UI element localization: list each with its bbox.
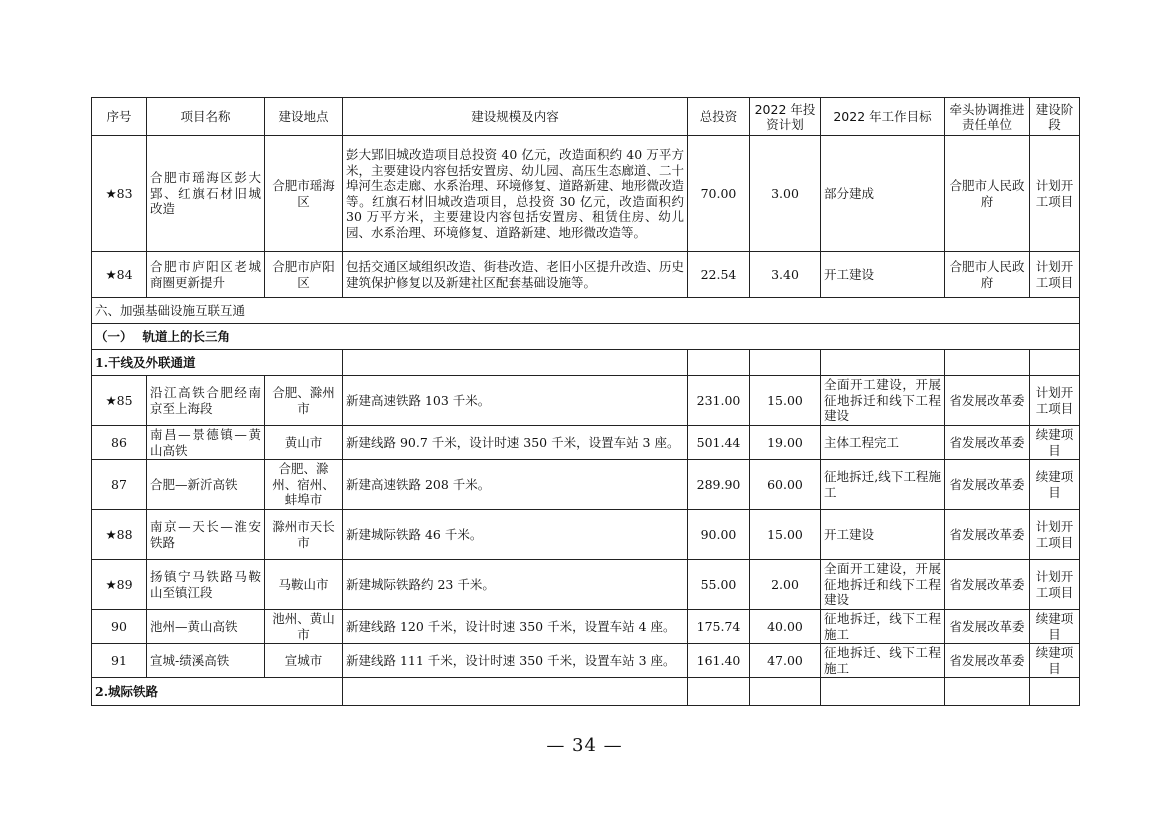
location-cell: 池州、黄山市 [265,610,343,644]
stage-cell: 续建项目 [1030,610,1080,644]
subsection-heading-row [92,324,1080,350]
empty-cell [1030,678,1080,706]
seq-cell: 87 [92,460,147,510]
empty-cell [343,350,688,376]
total-investment-cell: 22.54 [688,252,750,298]
goal-cell: 征地拆迁,线下工程施工 [821,460,945,510]
table-header-row [92,98,1080,136]
project-name-cell: 池州—黄山高铁 [147,610,265,644]
header-scale-content: 建设规模及内容 [343,98,688,136]
plan-2022-cell: 60.00 [750,460,821,510]
plan-2022-cell: 15.00 [750,510,821,560]
location-cell: 黄山市 [265,426,343,460]
total-investment-cell: 231.00 [688,376,750,426]
plan-2022-cell: 2.00 [750,560,821,610]
project-name-cell: 南京—天长—淮安铁路 [147,510,265,560]
total-investment-cell: 289.90 [688,460,750,510]
responsible-unit-cell: 合肥市人民政府 [945,252,1030,298]
empty-cell [945,350,1030,376]
header-total-investment: 总投资 [688,98,750,136]
responsible-unit-cell: 省发展改革委 [945,644,1030,678]
plan-2022-cell: 3.00 [750,136,821,252]
seq-cell: ★85 [92,376,147,426]
location-cell: 合肥、滁州、宿州、蚌埠市 [265,460,343,510]
table-row [92,252,1080,298]
table-row [92,136,1080,252]
project-name-cell: 合肥市庐阳区老城商圈更新提升 [147,252,265,298]
category-heading: 1.干线及外联通道 [92,350,343,376]
plan-2022-cell: 47.00 [750,644,821,678]
content-cell: 新建线路 90.7 千米，设计时速 350 千米，设置车站 3 座。 [343,426,688,460]
responsible-unit-cell: 省发展改革委 [945,560,1030,610]
empty-cell [750,350,821,376]
seq-cell: 86 [92,426,147,460]
empty-cell [688,678,750,706]
empty-cell [688,350,750,376]
header-stage: 建设阶段 [1030,98,1080,136]
location-cell: 宣城市 [265,644,343,678]
header-project-name: 项目名称 [147,98,265,136]
subsection-label: （一） [95,328,133,344]
total-investment-cell: 70.00 [688,136,750,252]
seq-cell: ★84 [92,252,147,298]
table-row [92,376,1080,426]
subsection-heading [92,324,1080,350]
section-heading: 六、加强基础设施互联互通 [92,298,1080,324]
location-cell: 滁州市天长市 [265,510,343,560]
project-name-cell: 沿江高铁合肥经南京至上海段 [147,376,265,426]
seq-cell: 90 [92,610,147,644]
header-location: 建设地点 [265,98,343,136]
content-cell: 新建高速铁路 103 千米。 [343,376,688,426]
project-name-cell: 扬镇宁马铁路马鞍山至镇江段 [147,560,265,610]
subsection-title: 轨道上的长三角 [142,328,231,344]
total-investment-cell: 90.00 [688,510,750,560]
project-name-cell: 南昌—景德镇—黄山高铁 [147,426,265,460]
page-number: — 34 — [546,735,623,756]
goal-cell: 主体工程完工 [821,426,945,460]
plan-2022-cell: 40.00 [750,610,821,644]
project-name-cell: 合肥—新沂高铁 [147,460,265,510]
goal-cell: 开工建设 [821,510,945,560]
stage-cell: 计划开工项目 [1030,376,1080,426]
table-row [92,610,1080,644]
goal-cell: 全面开工建设，开展征地拆迁和线下工程建设 [821,560,945,610]
plan-2022-cell: 3.40 [750,252,821,298]
location-cell: 合肥市庐阳区 [265,252,343,298]
table-body [92,136,1080,706]
stage-cell: 计划开工项目 [1030,252,1080,298]
empty-cell [750,678,821,706]
table-row [92,426,1080,460]
goal-cell: 征地拆迁，线下工程施工 [821,610,945,644]
project-name-cell: 宣城-绩溪高铁 [147,644,265,678]
content-cell: 新建城际铁路 46 千米。 [343,510,688,560]
empty-cell [343,678,688,706]
empty-cell [945,678,1030,706]
responsible-unit-cell: 省发展改革委 [945,610,1030,644]
seq-cell: ★83 [92,136,147,252]
goal-cell: 全面开工建设，开展征地拆迁和线下工程建设 [821,376,945,426]
location-cell: 合肥、滁州市 [265,376,343,426]
category-heading: 2.城际铁路 [92,678,343,706]
goal-cell: 部分建成 [821,136,945,252]
content-cell: 新建高速铁路 208 千米。 [343,460,688,510]
content-cell: 新建城际铁路约 23 千米。 [343,560,688,610]
responsible-unit-cell: 合肥市人民政府 [945,136,1030,252]
header-2022-goal: 2022 年工作目标 [821,98,945,136]
responsible-unit-cell: 省发展改革委 [945,510,1030,560]
empty-cell [821,678,945,706]
stage-cell: 计划开工项目 [1030,510,1080,560]
stage-cell: 续建项目 [1030,460,1080,510]
header-responsible-unit: 牵头协调推进责任单位 [945,98,1030,136]
plan-2022-cell: 19.00 [750,426,821,460]
location-cell: 马鞍山市 [265,560,343,610]
table-row [92,460,1080,510]
empty-cell [1030,350,1080,376]
plan-2022-cell: 15.00 [750,376,821,426]
goal-cell: 征地拆迁、线下工程施工 [821,644,945,678]
project-table [91,97,1080,706]
responsible-unit-cell: 省发展改革委 [945,376,1030,426]
total-investment-cell: 501.44 [688,426,750,460]
responsible-unit-cell: 省发展改革委 [945,460,1030,510]
project-name-cell: 合肥市瑶海区彭大郢、红旗石材旧城改造 [147,136,265,252]
content-cell: 彭大郢旧城改造项目总投资 40 亿元，改造面积约 40 万平方米，主要建设内容包括安置房、幼儿园、高压生态廊道、二十埠河生态走廊、水系治理、环境修复、道路新建、地形微改造等。红旗石材旧城改造项目，总投资 30 亿元，改造面积约 30 万平方米，主要建设内容包括安置房、租赁住房、幼儿园、水系治理、环境修复、道路新建、地形微改造等。 [343,136,688,252]
section-heading-row [92,298,1080,324]
content-cell: 新建线路 120 千米，设计时速 350 千米，设置车站 4 座。 [343,610,688,644]
header-2022-plan: 2022 年投资计划 [750,98,821,136]
total-investment-cell: 161.40 [688,644,750,678]
category-row [92,678,1080,706]
empty-cell [821,350,945,376]
location-cell: 合肥市瑶海区 [265,136,343,252]
responsible-unit-cell: 省发展改革委 [945,426,1030,460]
table-row [92,644,1080,678]
seq-cell: ★89 [92,560,147,610]
content-cell: 新建线路 111 千米，设计时速 350 千米，设置车站 3 座。 [343,644,688,678]
stage-cell: 计划开工项目 [1030,136,1080,252]
seq-cell: ★88 [92,510,147,560]
total-investment-cell: 175.74 [688,610,750,644]
goal-cell: 开工建设 [821,252,945,298]
stage-cell: 续建项目 [1030,644,1080,678]
header-seq: 序号 [92,98,147,136]
total-investment-cell: 55.00 [688,560,750,610]
table-row [92,560,1080,610]
table-row [92,510,1080,560]
category-row [92,350,1080,376]
content-cell: 包括交通区域组织改造、街巷改造、老旧小区提升改造、历史建筑保护修复以及新建社区配套基础设施等。 [343,252,688,298]
seq-cell: 91 [92,644,147,678]
stage-cell: 续建项目 [1030,426,1080,460]
stage-cell: 计划开工项目 [1030,560,1080,610]
